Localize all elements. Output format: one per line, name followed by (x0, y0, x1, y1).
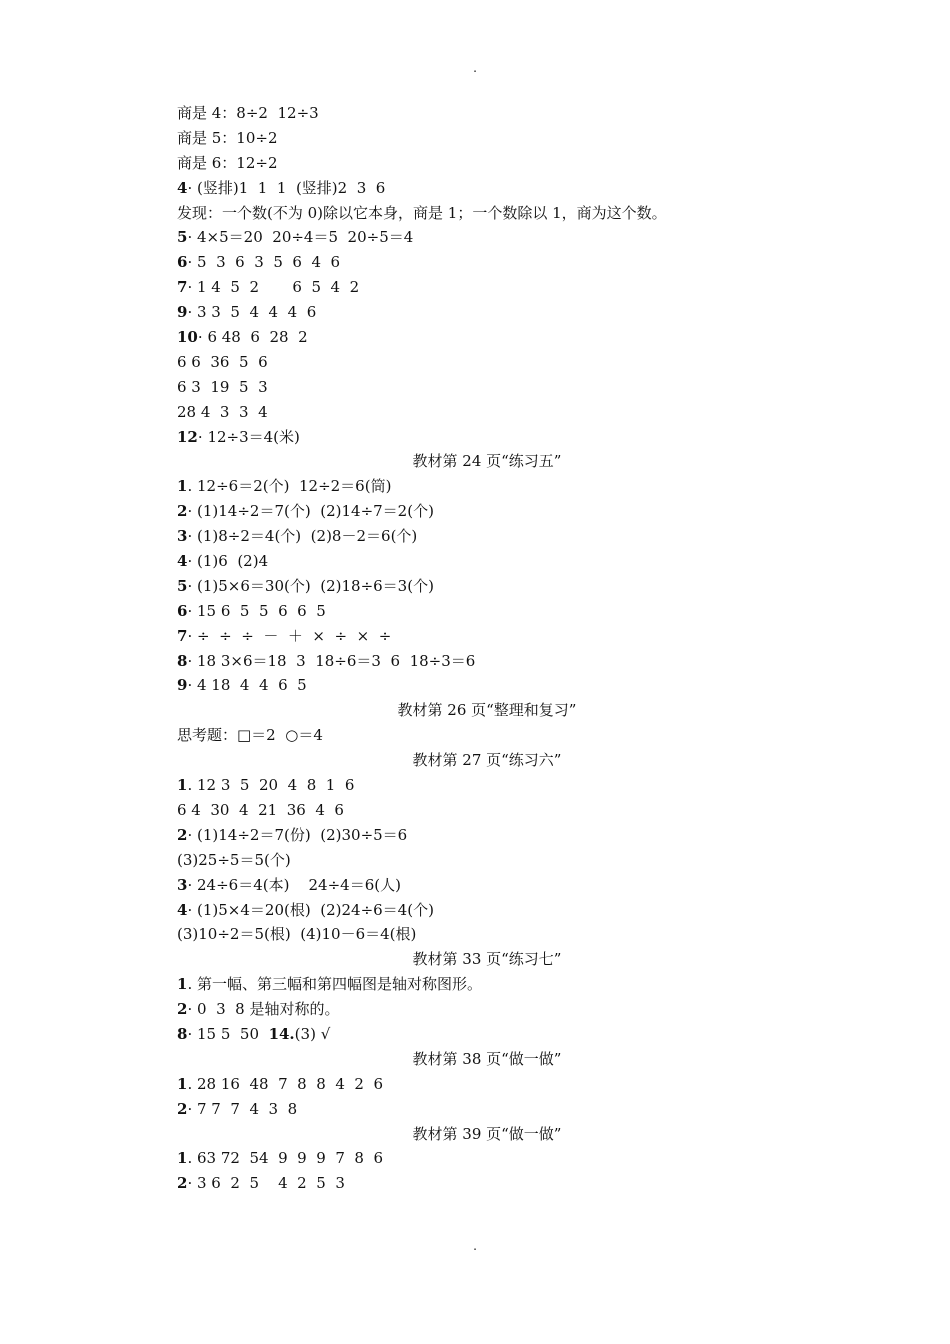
answer-line: 思考题：□＝2 ○＝4 (177, 726, 323, 745)
question-number: 1 (177, 1074, 188, 1093)
numbered-answer (177, 250, 797, 275)
question-number: 4 (177, 552, 188, 571)
section-heading: 教材第 27 页“练习六” (412, 751, 562, 770)
top-page-mark: . (473, 61, 477, 75)
answer-text: 28 16 48 7 8 8 4 2 6 (197, 1074, 384, 1093)
numbered-answer (177, 549, 797, 574)
question-number: 2 (177, 1174, 188, 1193)
section-heading: 教材第 24 页“练习五” (412, 452, 562, 471)
number-separator: · (187, 253, 193, 272)
answer-line: 28 4 3 3 4 (177, 402, 268, 421)
numbered-answer (177, 1022, 797, 1047)
answer-text: (1)8÷2＝4(个) (2)8－2＝6(个) (197, 527, 418, 546)
number-separator: · (187, 1174, 193, 1193)
answer-text: 5 3 6 3 5 6 4 6 (197, 253, 341, 272)
answer-line: 6 4 30 4 21 36 4 6 (177, 800, 344, 819)
number-separator: · (187, 900, 193, 919)
answer-text: 12÷6＝2(个) 12÷2＝6(筒) (197, 477, 392, 496)
question-number: 6 (177, 253, 188, 272)
number-separator: · (187, 527, 193, 546)
question-number: 14. (268, 1024, 295, 1043)
question-number: 6 (177, 601, 188, 620)
question-number: 4 (177, 900, 188, 919)
answer-text: 6 48 6 28 2 (207, 328, 308, 347)
number-separator: · (187, 1000, 193, 1019)
numbered-answer (177, 524, 797, 549)
numbered-answer (177, 225, 797, 250)
numbered-answer (177, 1146, 797, 1171)
answer-text: 3 3 5 4 4 4 6 (197, 303, 317, 322)
numbered-answer (177, 599, 797, 624)
answer-text: (3) √ (294, 1024, 331, 1043)
answer-text: 4×5＝20 20÷4＝5 20÷5＝4 (197, 228, 414, 247)
answer-text: 4 18 4 4 6 5 (197, 676, 307, 695)
answer-text: (1)14÷2＝7(个) (2)14÷7＝2(个) (197, 502, 434, 521)
number-separator: . (187, 1074, 193, 1093)
question-number: 9 (177, 676, 188, 695)
answer-text: (1)5×4＝20(根) (2)24÷6＝4(个) (197, 900, 434, 919)
numbered-answer (177, 574, 797, 599)
numbered-answer (177, 673, 797, 698)
number-separator: · (187, 626, 193, 645)
numbered-answer (177, 773, 797, 798)
numbered-answer (177, 1097, 797, 1122)
number-separator: · (187, 228, 193, 247)
number-separator: · (187, 278, 193, 297)
number-separator: · (187, 303, 193, 322)
numbered-answer (177, 1171, 797, 1196)
answer-text: ÷ ÷ ÷ － ＋ × ÷ × ÷ (197, 626, 392, 645)
numbered-answer (177, 898, 797, 923)
numbered-answer (177, 997, 797, 1022)
question-number: 10 (177, 328, 198, 347)
section-heading: 教材第 26 页“整理和复习” (397, 701, 577, 720)
answer-text: (竖排)1 1 1 (竖排)2 3 6 (197, 178, 386, 197)
document-body (177, 101, 797, 1196)
numbered-answer (177, 1072, 797, 1097)
number-separator: · (187, 676, 193, 695)
number-separator: · (187, 552, 193, 571)
number-separator: · (197, 427, 203, 446)
number-separator: · (187, 178, 193, 197)
answer-text: 12÷3＝4(米) (207, 427, 300, 446)
number-separator: · (187, 825, 193, 844)
answer-text: 第一幅、第三幅和第四幅图是轴对称图形。 (197, 975, 483, 994)
numbered-answer (177, 300, 797, 325)
number-separator: · (187, 601, 193, 620)
question-number: 5 (177, 228, 188, 247)
answer-text: 15 5 50 (197, 1024, 269, 1043)
answer-text: 18 3×6＝18 3 18÷6＝3 6 18÷3＝6 (197, 651, 476, 670)
answer-text: 7 7 7 4 3 8 (197, 1099, 298, 1118)
answer-line: (3)10÷2＝5(根) (4)10－6＝4(根) (177, 925, 417, 944)
bottom-page-mark: . (473, 1239, 477, 1253)
answer-text: (1)14÷2＝7(份) (2)30÷5＝6 (197, 825, 408, 844)
answer-text: 63 72 54 9 9 9 7 8 6 (197, 1149, 384, 1168)
question-number: 2 (177, 502, 188, 521)
numbered-answer (177, 499, 797, 524)
question-number: 4 (177, 178, 188, 197)
number-separator: . (187, 776, 193, 795)
section-heading: 教材第 33 页“练习七” (412, 950, 562, 969)
number-separator: . (187, 477, 193, 496)
numbered-answer (177, 873, 797, 898)
numbered-answer (177, 325, 797, 350)
numbered-answer (177, 474, 797, 499)
answer-line: 商是 5：10÷2 (177, 128, 278, 147)
question-number: 1 (177, 975, 188, 994)
answer-line: 商是 4：8÷2 12÷3 (177, 104, 319, 122)
question-number: 1 (177, 477, 188, 496)
number-separator: · (187, 576, 193, 595)
question-number: 2 (177, 1000, 188, 1019)
answer-text: 1 4 5 2 6 5 4 2 (197, 278, 360, 297)
numbered-answer (177, 823, 797, 848)
question-number: 5 (177, 576, 188, 595)
numbered-answer (177, 176, 797, 201)
question-number: 3 (177, 875, 188, 894)
answer-line: 发现：一个数(不为 0)除以它本身，商是 1；一个数除以 1，商为这个数。 (177, 203, 667, 222)
numbered-answer (177, 972, 797, 997)
numbered-answer (177, 425, 797, 450)
section-heading: 教材第 38 页“做一做” (412, 1049, 562, 1068)
numbered-answer (177, 275, 797, 300)
number-separator: · (187, 1024, 193, 1043)
number-separator: · (187, 651, 193, 670)
number-separator: . (187, 975, 193, 994)
number-separator: · (197, 328, 203, 347)
section-heading: 教材第 39 页“做一做” (412, 1124, 562, 1143)
question-number: 8 (177, 1024, 188, 1043)
question-number: 7 (177, 278, 188, 297)
number-separator: · (187, 875, 193, 894)
question-number: 1 (177, 1149, 188, 1168)
number-separator: · (187, 502, 193, 521)
question-number: 8 (177, 651, 188, 670)
answer-text: 12 3 5 20 4 8 1 6 (197, 776, 355, 795)
number-separator: . (187, 1149, 193, 1168)
answer-text: 24÷6＝4(本) 24÷4＝6(人) (197, 875, 401, 894)
answer-text: (1)5×6＝30(个) (2)18÷6＝3(个) (197, 576, 434, 595)
question-number: 2 (177, 825, 188, 844)
numbered-answer (177, 624, 797, 649)
number-separator: · (187, 1099, 193, 1118)
answer-line: 6 3 19 5 3 (177, 377, 268, 396)
question-number: 12 (177, 427, 198, 446)
answer-text: 0 3 8 是轴对称的。 (197, 1000, 340, 1019)
question-number: 9 (177, 303, 188, 322)
numbered-answer (177, 649, 797, 674)
answer-line: 商是 6：12÷2 (177, 153, 278, 172)
answer-text: (1)6 (2)4 (197, 552, 269, 571)
question-number: 1 (177, 776, 188, 795)
question-number: 3 (177, 527, 188, 546)
answer-line: 6 6 36 5 6 (177, 352, 268, 371)
question-number: 7 (177, 626, 188, 645)
question-number: 2 (177, 1099, 188, 1118)
answer-line: (3)25÷5＝5(个) (177, 850, 291, 869)
answer-text: 15 6 5 5 6 6 5 (197, 601, 326, 620)
answer-text: 3 6 2 5 4 2 5 3 (197, 1174, 345, 1193)
